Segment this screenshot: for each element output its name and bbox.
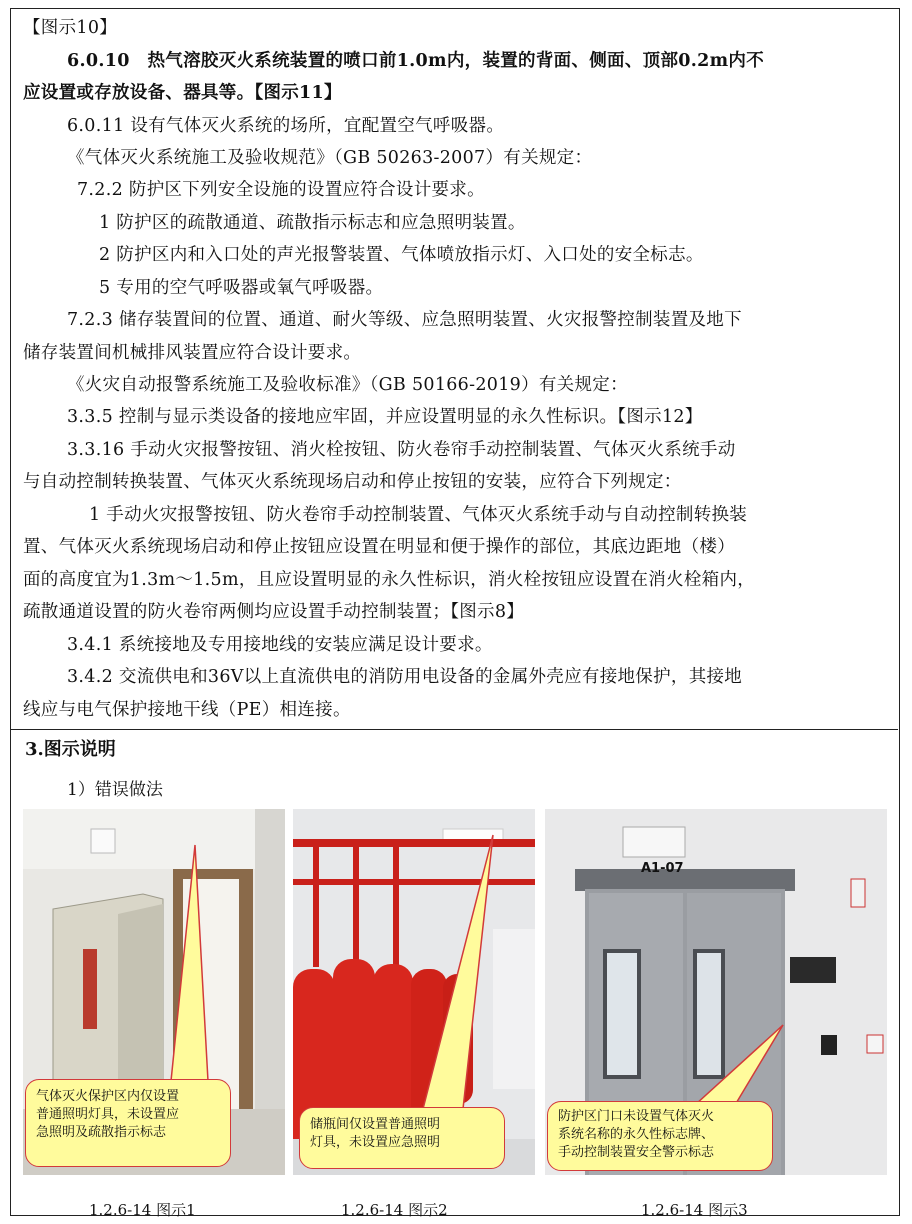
photo-1-callout	[25, 1079, 231, 1167]
text-line-10: 7.2.3 储存装置间的位置、通道、耐火等级、应急照明装置、火灾报警控制装置及地下	[67, 310, 742, 330]
photo-2-callout	[299, 1107, 505, 1169]
photo-3-callout-line-1: 防护区门口未设置气体灭火	[558, 1109, 715, 1124]
text-line-15: 与自动控制转换装置、气体灭火系统现场启动和停止按钮的安装，应符合下列规定：	[23, 472, 682, 492]
text-line-5: 《气体灭火系统施工及验收规范》（GB 50263-2007）有关规定：	[67, 148, 593, 168]
section-title: 3.图示说明	[25, 739, 116, 760]
text-line-1: 【图示10】	[23, 18, 118, 38]
text-line-20: 3.4.1 系统接地及专用接地线的安装应满足设计要求。	[67, 635, 493, 655]
text-line-6: 7.2.2 防护区下列安全设施的设置应符合设计要求。	[77, 180, 485, 200]
text-line-3: 应设置或存放设备、器具等。【图示11】	[23, 83, 342, 103]
text-line-21: 3.4.2 交流供电和36V以上直流供电的消防用电设备的金属外壳应有接地保护，其接地	[67, 667, 743, 687]
text-line-16: 1 手动火灾报警按钮、防火卷帘手动控制装置、气体灭火系统手动与自动控制转换装	[89, 505, 748, 525]
photo-1	[23, 809, 285, 1175]
text-line-18: 面的高度宜为1.3m～1.5m，且应设置明显的永久性标识，消火栓按钮应设置在消火栓箱内，	[23, 570, 756, 590]
regulation-text-section	[11, 9, 898, 730]
text-line-9: 5 专用的空气呼吸器或氧气呼吸器。	[99, 278, 384, 298]
photo-1-callout-line-2: 普通照明灯具，未设置应	[36, 1107, 180, 1122]
photo-2-callout-line-2: 灯具，未设置应急照明	[310, 1135, 441, 1150]
text-line-12: 《火灾自动报警系统施工及验收标准》（GB 50166-2019）有关规定：	[67, 375, 628, 395]
text-line-7: 1 防护区的疏散通道、疏散指示标志和应急照明装置。	[99, 213, 526, 233]
text-line-19: 疏散通道设置的防火卷帘两侧均应设置手动控制装置；【图示8】	[23, 602, 525, 622]
text-line-4: 6.0.11 设有气体灭火系统的场所，宜配置空气呼吸器。	[67, 116, 505, 136]
photo-3-callout-line-2: 系统名称的永久性标志牌、	[558, 1127, 715, 1142]
photo-1-callout-line-1: 气体灭火保护区内仅设置	[36, 1089, 180, 1104]
photo-3-callout-line-3: 手动控制装置安全警示标志	[558, 1145, 715, 1160]
text-line-22: 线应与电气保护接地干线（PE）相连接。	[23, 700, 351, 720]
text-line-8: 2 防护区内和入口处的声光报警装置、气体喷放指示灯、入口处的安全标志。	[99, 245, 704, 265]
photo-3-caption: 1.2.6-14 图示3	[641, 1201, 748, 1219]
text-line-14: 3.3.16 手动火灾报警按钮、消火栓按钮、防火卷帘手动控制装置、气体灭火系统手动	[67, 440, 736, 460]
document-frame	[10, 8, 900, 1219]
text-line-2: 6.0.10 热气溶胶灭火系统装置的喷口前1.0m内，装置的背面、侧面、顶部0.2m内不	[67, 51, 765, 71]
photo-1-caption: 1.2.6-14 图示1	[89, 1201, 196, 1219]
text-line-17: 置、气体灭火系统现场启动和停止按钮应设置在明显和便于操作的部位，其底边距地（楼）	[23, 537, 735, 557]
text-line-13: 3.3.5 控制与显示类设备的接地应牢固，并应设置明显的永久性标识。【图示12】	[67, 407, 703, 427]
photo-2-callout-line-1: 储瓶间仅设置普通照明	[310, 1117, 441, 1132]
photo-2-caption: 1.2.6-14 图示2	[341, 1201, 448, 1219]
photo-3-door-sign: A1-07	[641, 861, 684, 876]
photo-2	[293, 809, 535, 1175]
sub-title: 1）错误做法	[67, 780, 163, 800]
photo-3-callout	[547, 1101, 773, 1171]
photo-1-callout-line-3: 急照明及疏散指示标志	[36, 1125, 167, 1140]
text-line-11: 储存装置间机械排风装置应符合设计要求。	[23, 343, 362, 363]
photo-3	[545, 809, 887, 1175]
